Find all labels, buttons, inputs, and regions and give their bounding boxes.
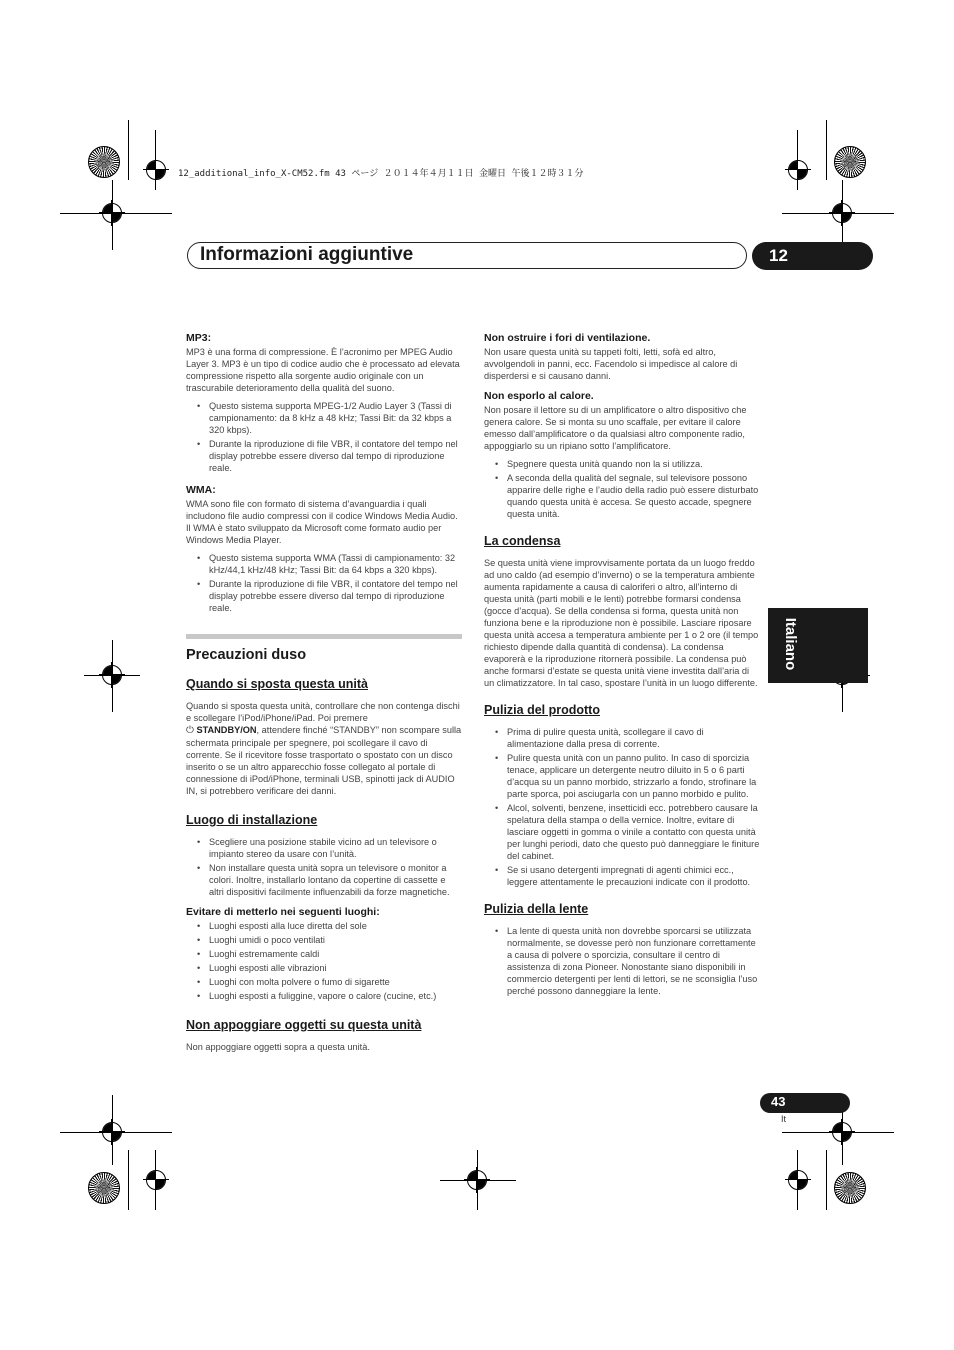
registration-cross-icon <box>785 157 811 183</box>
list-item: • Luoghi esposti alla luce diretta del sole <box>186 920 462 932</box>
install-bullets <box>186 836 462 898</box>
list-item: • Alcol, solventi, benzene, insetticidi ecc. potrebbero causare la spelatura della stampa o della vernice. Inoltre, evitare di lasciare oggetti in gomma o vinile a contatto con questa unità per lunghi periodi, dato che questo può danneggiare le finiture del cabinet. <box>484 802 760 862</box>
vent-text: Non usare questa unità su tappeti folti, letti, sofà ed altro, avvolgendoli in panni, ecc. Facendolo si impedisce al calore di disperdersi e si causano danni. <box>484 347 738 381</box>
list-item: • Pulire questa unità con un panno pulito. In caso di sporcizia tenace, applicare un detergente neutro diluito in 5 o 6 parti d’acqua su un panno morbido, strizzarlo a fondo, strofinare la parte sporca, poi asciugarla con un panno morbido e pulito. <box>484 752 760 800</box>
cleaning-heading: Pulizia del prodotto <box>484 703 600 717</box>
list-item: • Questo sistema supporta MPEG-1/2 Audio Layer 3 (Tassi di campionamento: da 8 kHz a 48 kHz; Tassi Bit: da 32 kbps a 320 kbps). <box>186 400 462 436</box>
move-text-part1: Quando si sposta questa unità, controllare che non contenga dischi e scollegare l’iPod/iPhone/iPad. Poi premere <box>186 701 460 723</box>
install-heading: Luogo di installazione <box>186 813 318 827</box>
vent-heading: Non ostruire i fori di ventilazione. <box>484 332 651 344</box>
registration-cross-icon <box>785 1167 811 1193</box>
registration-cross-icon <box>829 200 855 226</box>
move-text <box>186 700 462 797</box>
list-item: • Prima di pulire questa unità, scollegare il cavo di alimentazione dalla presa di corrente. <box>484 726 760 750</box>
wma-text: WMA sono file con formato di sistema d’avanguardia i quali includono file audio compressi con il codice Windows Media Audio. Il WMA è stato sviluppato da Microsoft come formato audio per Windows Media Player. <box>186 499 458 545</box>
list-item: • Durante la riproduzione di file VBR, il contatore del tempo nel display potrebbe essere diverso dal tempo di riproduzione reale. <box>186 578 462 614</box>
condensation-heading: La condensa <box>484 534 561 548</box>
list-item: • Scegliere una posizione stabile vicino ad un televisore o impianto stereo da usare con l’unità. <box>186 836 462 860</box>
file-info-line: 12_additional_info_X-CM52.fm 43 ページ ２０１４年４月１１日 金曜日 午後１２時３１分 <box>178 169 584 179</box>
mp3-bullets <box>186 400 462 474</box>
left-column <box>186 332 462 1059</box>
list-item: • Se si usano detergenti impregnati di agenti chimici ecc., leggere attentamente le precauzioni indicate con il prodotto. <box>484 864 760 888</box>
wma-heading: WMA: <box>186 484 216 496</box>
registration-cross-icon <box>99 1119 125 1145</box>
standby-label: STANDBY/ON <box>196 725 257 735</box>
move-heading: Quando si sposta questa unità <box>186 677 368 691</box>
condensation-text: Se questa unità viene improvvisamente portata da un luogo freddo ad uno caldo (ad esempio d’inverno) o se la temperatura ambiente aumenta rapidamente a causa di caloriferi o altro, all’interno di questa unità (parti mobili e le lenti) potrebbe formarsi condensa (gocce d’acqua). Se della condensa si forma, questa unità non funziona bene e la riproduzione non è possibile. Lasciare riposare questa unità accesa a temperatura ambiente per 1 o 2 ore (il tempo richiesto dipende dalla quantità di condensa). La condensa evaporerà e la riproduzione ritornerà possibile. La condensa può anche formarsi d’estate se questa unità viene investita dall’aria di un climatizzatore. In tal caso, spostare l’unità in un luogo differente. <box>484 558 759 688</box>
heat-bullets <box>484 458 760 520</box>
list-item: • Luoghi esposti alle vibrazioni <box>186 962 462 974</box>
registration-rosette-icon <box>88 146 120 178</box>
list-item: • A seconda della qualità del segnale, sul televisore possono apparire delle righe e l’audio della radio può essere disturbato quando questa unità è accesa. Se questo accade, spegnere questa unità. <box>484 472 760 520</box>
right-column <box>484 332 760 1005</box>
lens-bullets <box>484 925 760 997</box>
page-title: Informazioni aggiuntive <box>200 244 414 265</box>
list-item: • Luoghi estremamente caldi <box>186 948 462 960</box>
list-item: • Non installare questa unità sopra un televisore o monitor a colori. Inoltre, installarlo lontano da copertine di cassette e altri dispositivi facilmente influenzabili da forze magnetiche. <box>186 862 462 898</box>
list-item: • Durante la riproduzione di file VBR, il contatore del tempo nel display potrebbe essere diverso dal tempo di riproduzione reale. <box>186 438 462 474</box>
page-language: It <box>781 1114 787 1124</box>
registration-cross-icon <box>143 1167 169 1193</box>
noplace-heading: Non appoggiare oggetti su questa unità <box>186 1018 422 1032</box>
language-tab-label: Italiano <box>782 617 799 671</box>
section-title-precautions: Precauzioni duso <box>186 634 462 663</box>
registration-cross-icon <box>99 200 125 226</box>
lens-heading: Pulizia della lente <box>484 902 589 916</box>
list-item: • La lente di questa unità non dovrebbe sporcarsi se utilizzata normalmente, se dovesse però non funzionare correttamente a causa di polvere o sporcizia, consultare il centro di assistenza di zona Pioneer. Nonostante siano disponibili in commercio detergenti per lenti di lettori, se ne sconsiglia l’uso perché possono danneggiare la lente. <box>484 925 760 997</box>
list-item: • Luoghi esposti a fuliggine, vapore o calore (cucine, etc.) <box>186 990 462 1002</box>
registration-cross-icon <box>829 1119 855 1145</box>
avoid-bullets <box>186 920 462 1002</box>
list-item: • Luoghi umidi o poco ventilati <box>186 934 462 946</box>
cleaning-bullets <box>484 726 760 888</box>
wma-bullets <box>186 552 462 614</box>
registration-rosette-icon <box>88 1172 120 1204</box>
avoid-heading: Evitare di metterlo nei seguenti luoghi: <box>186 906 380 918</box>
list-item: • Luoghi con molta polvere o fumo di sigarette <box>186 976 462 988</box>
list-item: • Spegnere questa unità quando non la si utilizza. <box>484 458 760 470</box>
mp3-text: MP3 è una forma di compressione. È l’acronimo per MPEG Audio Layer 3. MP3 è un tipo di codice audio che è processato ad elevata compressione rispetto alla sorgente audio originale con un trascurabile deterioramento della qualità del suono. <box>186 347 460 393</box>
registration-cross-icon <box>464 1167 490 1193</box>
move-text-part2: , attendere finché “STANDBY” non scompare sulla schermata principale per spegnere, poi scollegare il cavo di corrente. Se il ricevitore fosse trasportato o spostato con un disco inserito o se un altro apparecchio fosse collegato al portale di connessione di iPod/iPhone, terminali USB, spinotti jack di AUDIO IN, si potrebbero verificare dei danni. <box>186 725 462 796</box>
registration-rosette-icon <box>834 146 866 178</box>
mp3-heading: MP3: <box>186 332 212 344</box>
heat-text: Non posare il lettore su di un amplificatore o altro dispositivo che genera calore. Se si monta su uno scaffale, per evitare il calore emesso dall’amplificatore o da qualsiasi altro componente radio, appoggiarlo su un ripiano sotto l’amplificatore. <box>484 405 747 451</box>
list-item: • Questo sistema supporta WMA (Tassi di campionamento: 32 kHz/44,1 kHz/48 kHz; Tassi Bit: da 64 kbps a 320 kbps). <box>186 552 462 576</box>
registration-rosette-icon <box>834 1172 866 1204</box>
noplace-text: Non appoggiare oggetti sopra a questa unità. <box>186 1042 370 1052</box>
power-icon: ⏻ <box>186 725 194 736</box>
chapter-number: 12 <box>769 246 788 265</box>
registration-cross-icon <box>99 662 125 688</box>
page-number: 43 <box>771 1094 786 1109</box>
registration-cross-icon <box>143 157 169 183</box>
heat-heading: Non esporlo al calore. <box>484 390 594 402</box>
